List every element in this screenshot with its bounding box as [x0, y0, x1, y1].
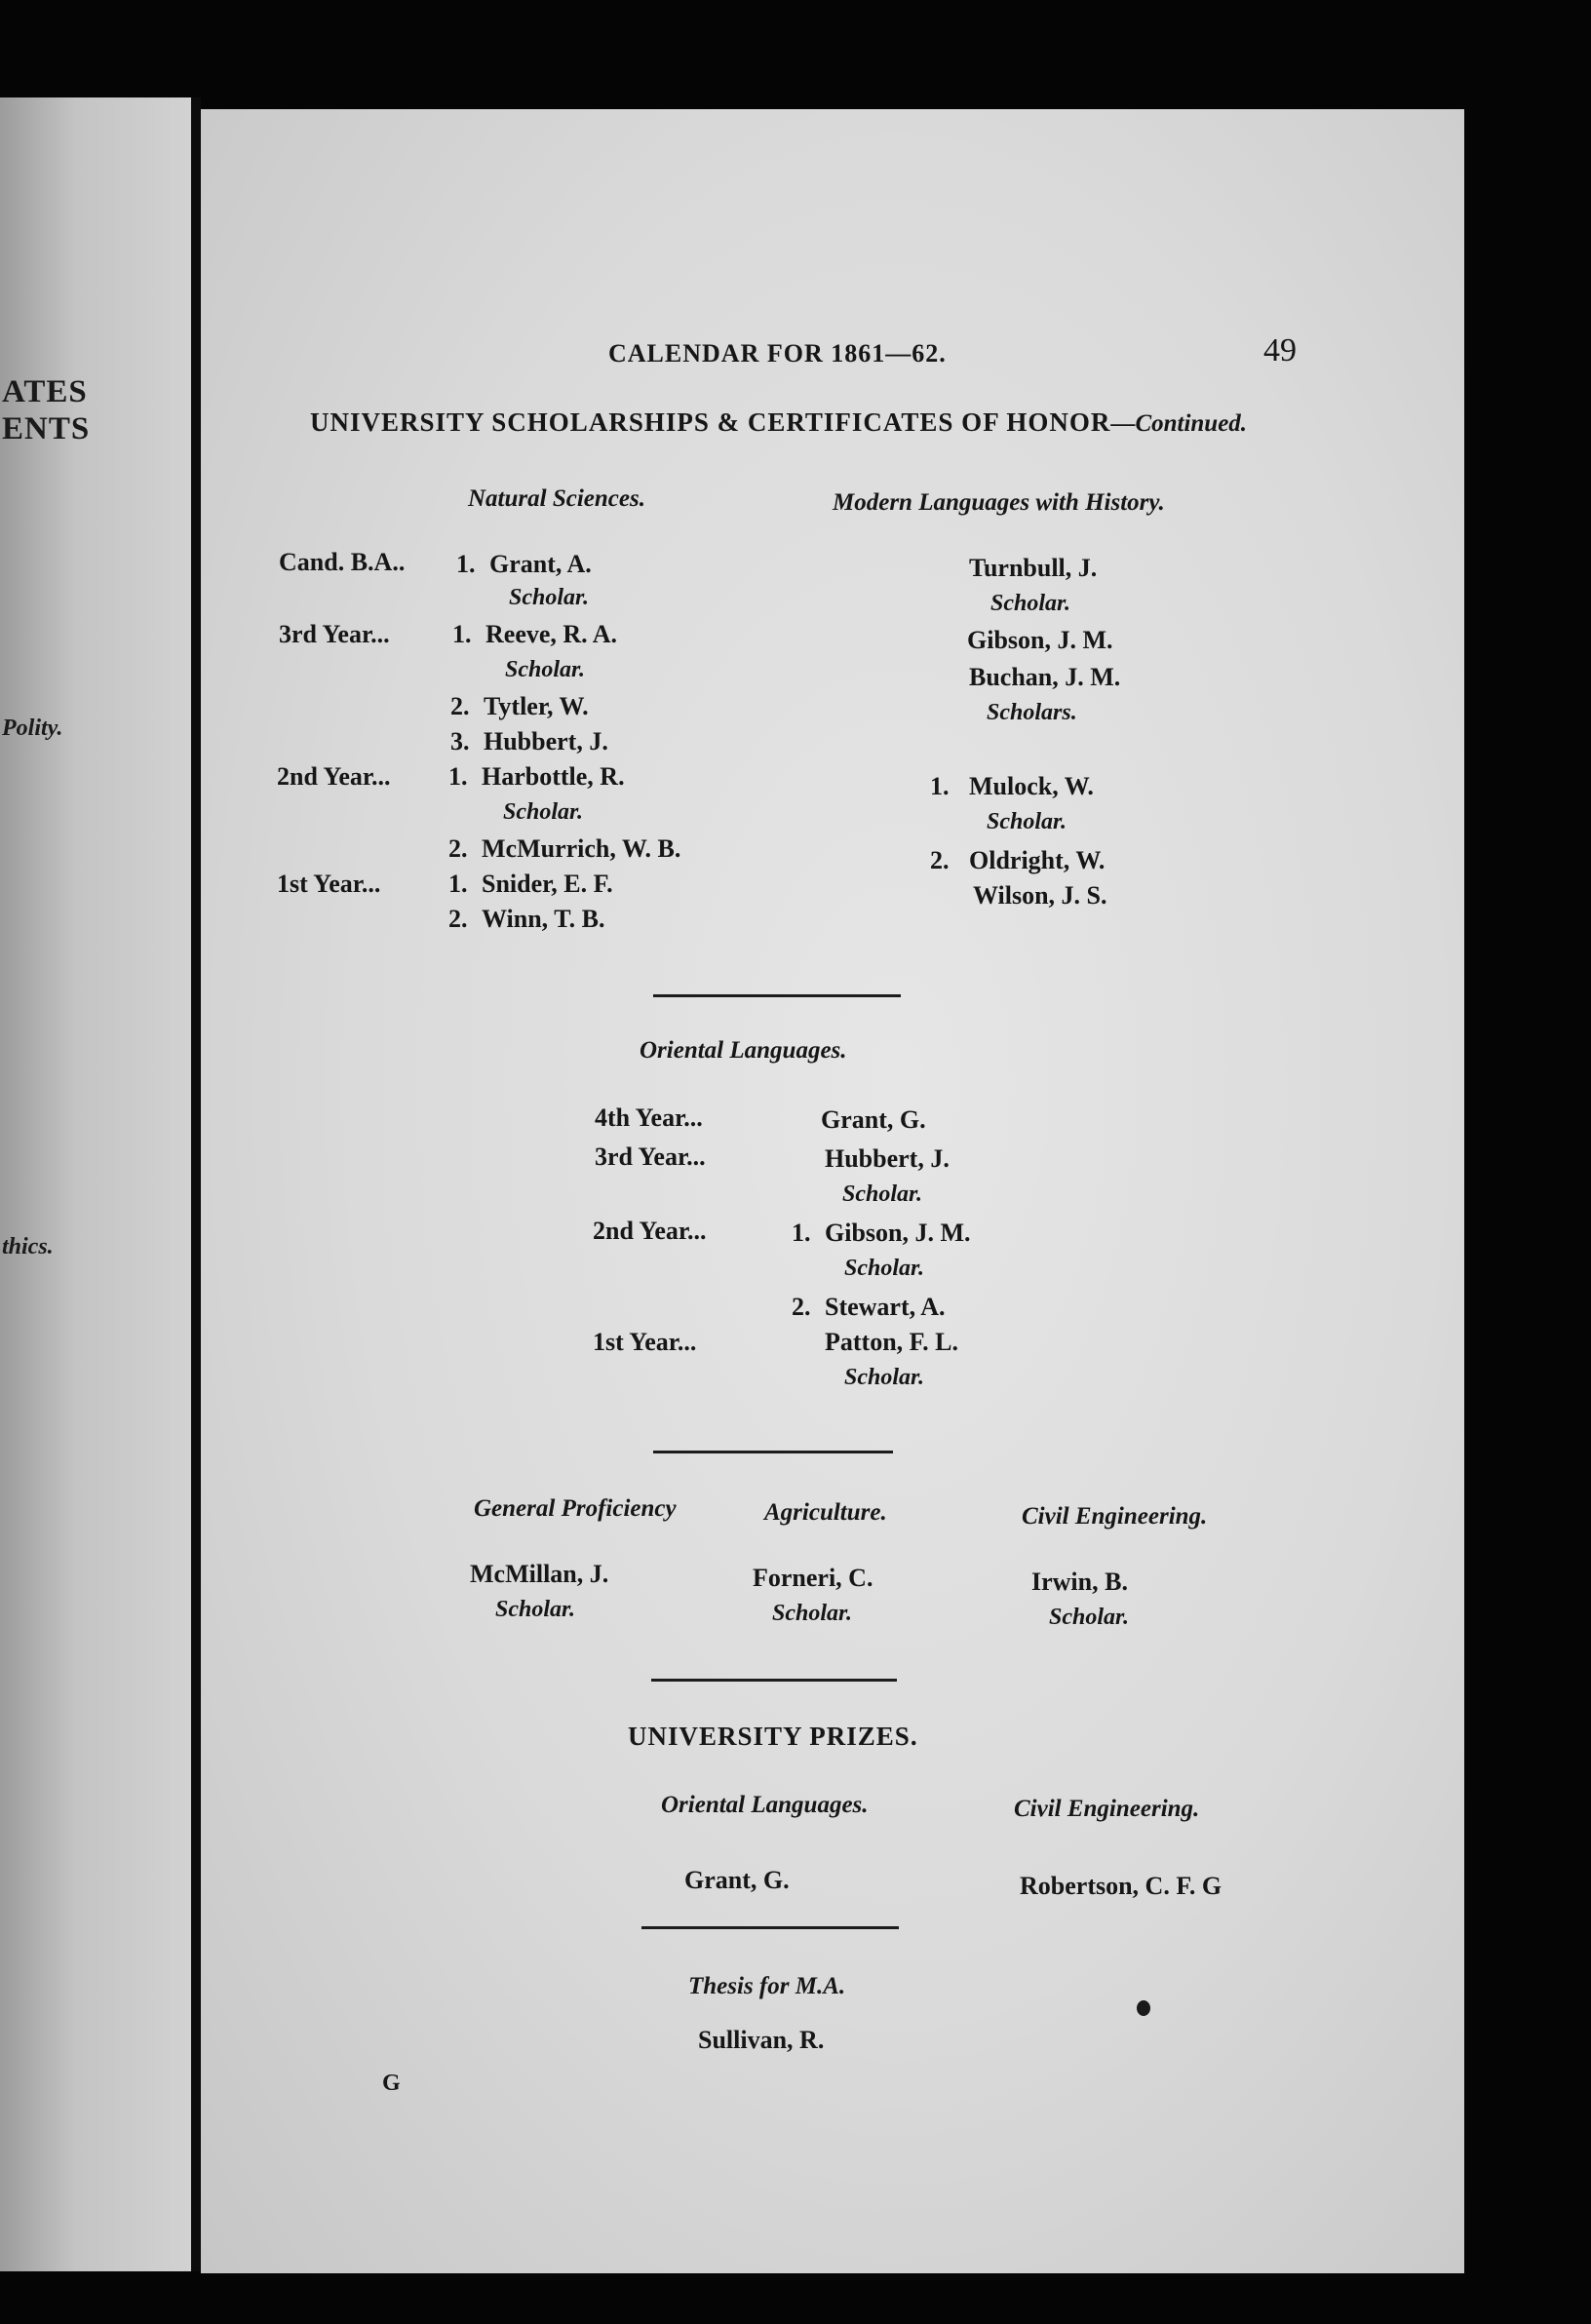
rank-number: 2.	[448, 905, 468, 933]
rank-number: 2.	[448, 834, 468, 863]
scholar-note: Scholar.	[772, 1601, 853, 1626]
civil-engineering-heading: Civil Engineering.	[1022, 1503, 1208, 1530]
thesis-heading: Thesis for M.A.	[688, 1973, 846, 1999]
previous-page-fragment: thics.	[2, 1234, 54, 1259]
scholar-note: Scholar.	[503, 799, 584, 825]
student-name: Hubbert, J.	[825, 1144, 950, 1173]
year-label: 4th Year...	[595, 1104, 703, 1132]
student-name: Hubbert, J.	[484, 727, 608, 755]
student-name: McMurrich, W. B.	[482, 834, 681, 863]
year-label: 3rd Year...	[279, 620, 390, 648]
rank-number: 1.	[456, 550, 476, 578]
scholar-note: Scholar.	[1049, 1605, 1130, 1630]
student-name: Tytler, W.	[484, 692, 589, 720]
year-label: 1st Year...	[593, 1328, 697, 1356]
scholar-note: Scholar.	[509, 585, 590, 610]
scholar-note: Scholars.	[987, 700, 1077, 725]
section-rule	[651, 1679, 897, 1682]
running-head-title: CALENDAR FOR 1861—62.	[608, 339, 947, 368]
student-name: Gibson, J. M.	[825, 1219, 971, 1247]
section-rule	[653, 1451, 893, 1453]
year-label: 2nd Year...	[277, 762, 391, 791]
student-name: Patton, F. L.	[825, 1328, 958, 1356]
rank-number: 1.	[452, 620, 472, 648]
student-name: Grant, A.	[489, 550, 592, 578]
student-name: Reeve, R. A.	[485, 620, 618, 648]
scholar-note: Scholar.	[495, 1597, 576, 1622]
natural-sciences-heading: Natural Sciences.	[468, 485, 645, 512]
rank-number: 3.	[450, 727, 470, 755]
student-name: Winn, T. B.	[482, 905, 605, 933]
signature-mark: G	[382, 2071, 401, 2096]
previous-page-edge	[0, 97, 191, 2271]
document-page	[201, 109, 1464, 2273]
rank-number: 1.	[792, 1219, 811, 1247]
section-heading	[310, 407, 1247, 438]
rank-number: 1.	[448, 762, 468, 791]
scholar-note: Scholar.	[842, 1181, 923, 1207]
section-rule	[641, 1926, 899, 1929]
scholar-note: Scholar.	[505, 657, 586, 682]
civil-engineering-prize-heading: Civil Engineering.	[1014, 1796, 1200, 1822]
scholar-note: Scholar.	[990, 591, 1071, 616]
student-name: Harbottle, R.	[482, 762, 625, 791]
rank-number: 1.	[930, 772, 950, 800]
student-name: Wilson, J. S.	[973, 881, 1107, 910]
book-gutter	[191, 97, 201, 2271]
section-rule	[653, 994, 901, 997]
section-heading-main: UNIVERSITY SCHOLARSHIPS & CERTIFICATES OF HONOR	[310, 407, 1111, 437]
student-name: Gibson, J. M.	[967, 626, 1113, 654]
rank-number: 2.	[792, 1293, 811, 1321]
student-name: Oldright, W.	[969, 846, 1106, 874]
student-name: Stewart, A.	[825, 1293, 946, 1321]
oriental-languages-prize-heading: Oriental Languages.	[661, 1792, 869, 1818]
rank-number: 1.	[448, 870, 468, 898]
prize-winner-name: Grant, G.	[684, 1866, 790, 1894]
scholar-note: Scholar.	[844, 1256, 925, 1281]
university-prizes-heading: UNIVERSITY PRIZES.	[628, 1722, 918, 1751]
prize-winner-name: Robertson, C. F. G	[1020, 1872, 1222, 1900]
rank-number: 2.	[930, 846, 950, 874]
thesis-name: Sullivan, R.	[698, 2026, 825, 2054]
scholar-note: Scholar.	[987, 809, 1067, 834]
year-label: 1st Year...	[277, 870, 381, 898]
student-name: Buchan, J. M.	[969, 663, 1121, 691]
previous-page-fragment: ATES	[2, 374, 88, 409]
student-name: Grant, G.	[821, 1105, 926, 1134]
previous-page-fragment: Polity.	[2, 716, 63, 741]
student-name: Forneri, C.	[753, 1564, 873, 1592]
rank-number: 2.	[450, 692, 470, 720]
oriental-languages-heading: Oriental Languages.	[640, 1037, 847, 1064]
year-label: Cand. B.A..	[279, 548, 406, 576]
ink-blot	[1137, 2000, 1150, 2016]
student-name: Snider, E. F.	[482, 870, 613, 898]
scholar-note: Scholar.	[844, 1365, 925, 1390]
general-proficiency-heading: General Proficiency	[474, 1495, 677, 1522]
previous-page-fragment: ENTS	[2, 411, 91, 446]
page-number: 49	[1263, 332, 1297, 368]
student-name: Irwin, B.	[1031, 1568, 1128, 1596]
modern-languages-heading: Modern Languages with History.	[833, 489, 1165, 516]
agriculture-heading: Agriculture.	[764, 1499, 887, 1526]
student-name: McMillan, J.	[470, 1560, 609, 1588]
section-heading-continued: —Continued.	[1110, 410, 1248, 437]
student-name: Mulock, W.	[969, 772, 1094, 800]
student-name: Turnbull, J.	[969, 554, 1098, 582]
year-label: 2nd Year...	[593, 1217, 707, 1245]
year-label: 3rd Year...	[595, 1143, 706, 1171]
